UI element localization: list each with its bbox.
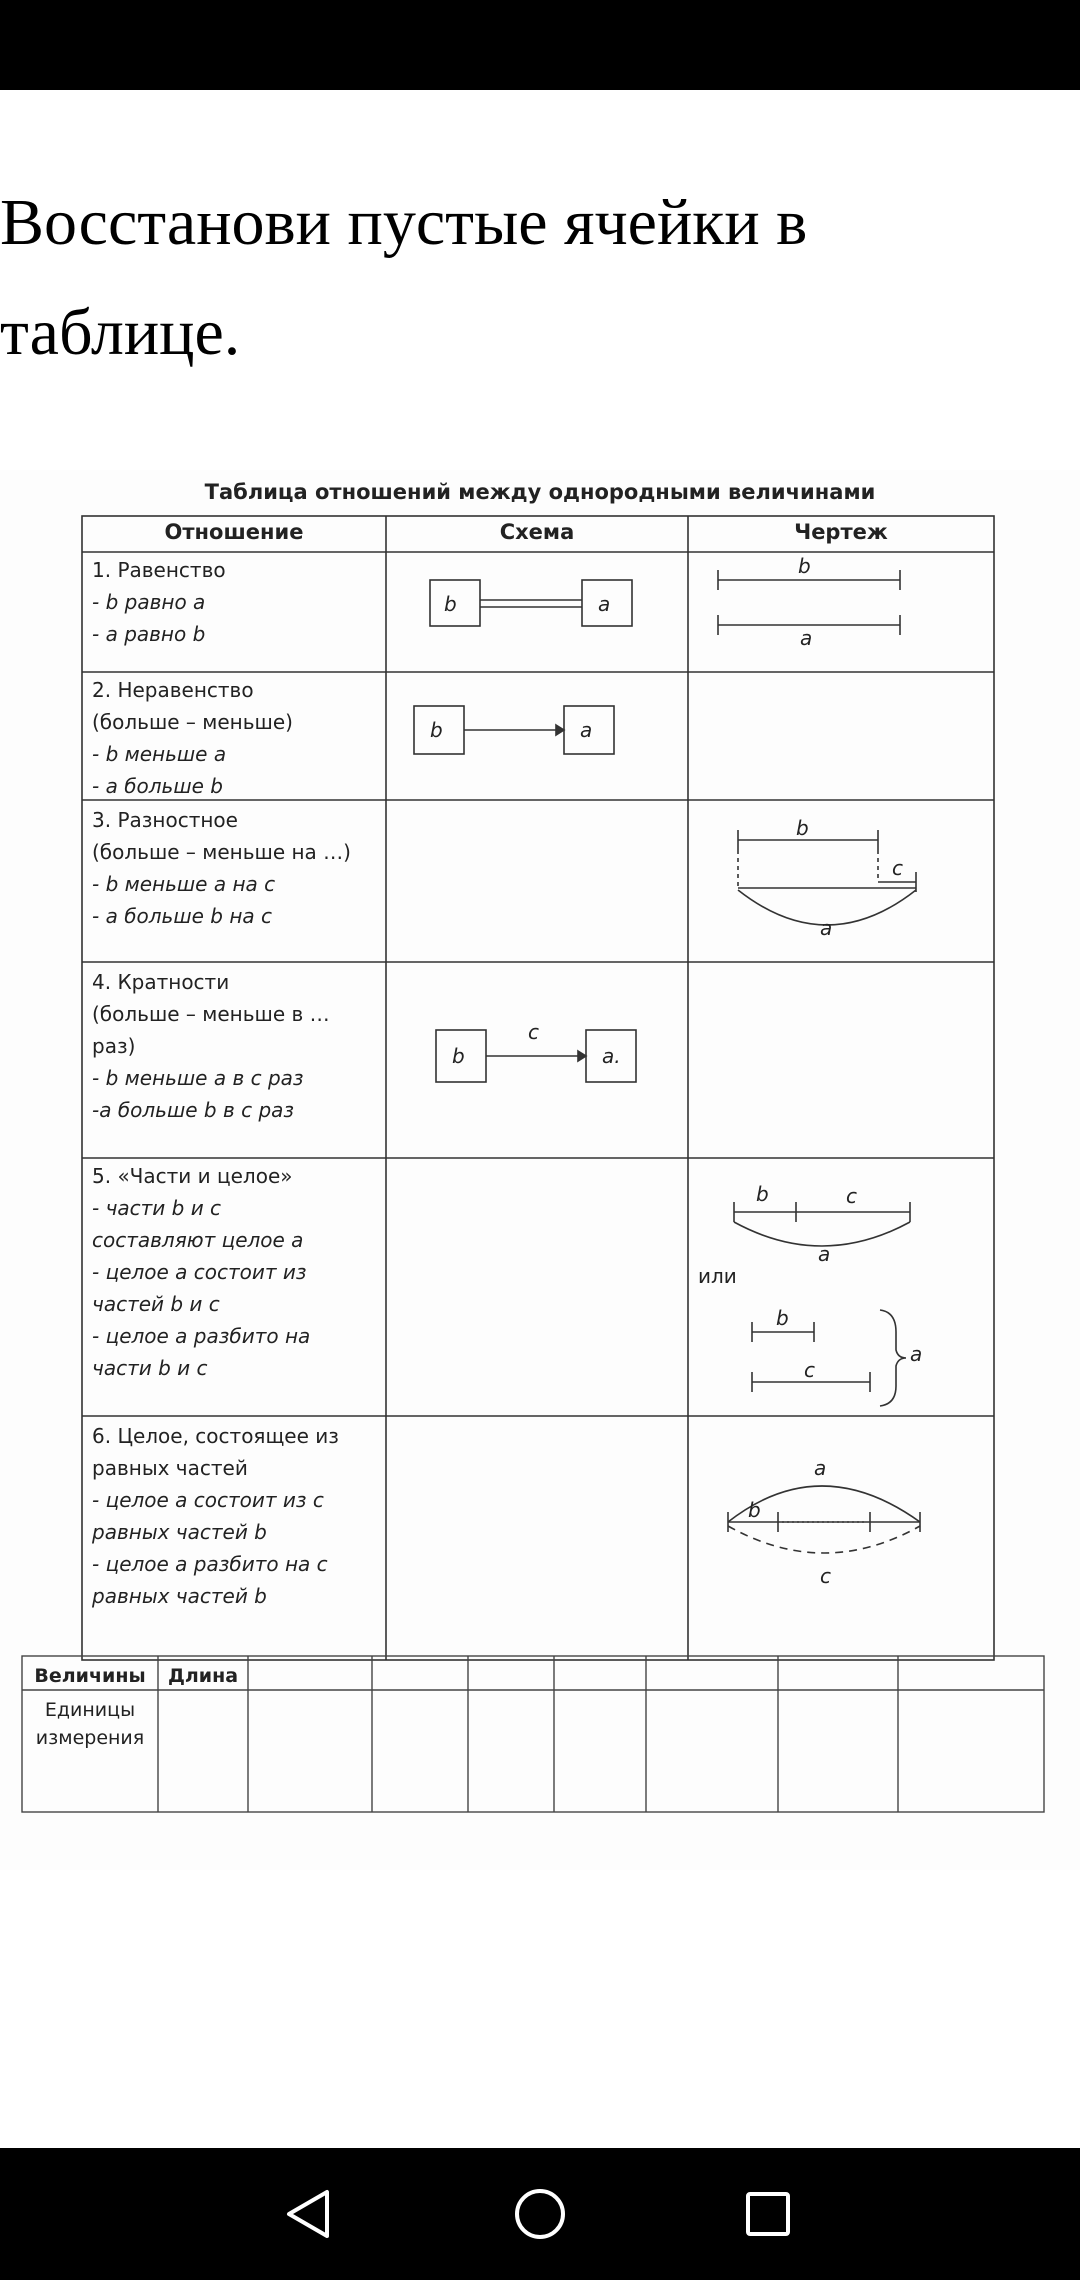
- back-icon: [283, 2187, 333, 2241]
- scheme-2-right-label: a: [580, 718, 593, 742]
- row-2-line-4: - a больше b: [92, 774, 223, 798]
- row-3-text: [92, 804, 382, 932]
- drawing-1-label-a: a: [800, 626, 813, 650]
- drawing-6-label-b: b: [748, 1498, 761, 1522]
- row-5-line-1: 5. «Части и целое»: [92, 1164, 293, 1188]
- row-2-line-2: (больше – меньше): [92, 710, 293, 734]
- row-3-line-2: (больше – меньше на …): [92, 840, 351, 864]
- units-header-quantities: Величины: [34, 1665, 146, 1687]
- drawing-6-label-a: a: [814, 1456, 827, 1480]
- drawing-5-label-b: b: [756, 1182, 769, 1206]
- row-2-text: [92, 674, 382, 802]
- home-button[interactable]: [500, 2178, 580, 2250]
- row-3-line-1: 3. Разностное: [92, 808, 238, 832]
- row-6-text: [92, 1420, 382, 1612]
- drawing-5-label-b2: b: [776, 1306, 789, 1330]
- row-4-line-4: - b меньше a в c раз: [92, 1066, 304, 1090]
- row-6-line-5: - целое a разбито на c: [92, 1552, 328, 1576]
- row-4-line-2: (больше – меньше в …: [92, 1002, 330, 1026]
- drawing-3-label-b: b: [796, 816, 809, 840]
- drawing-5-label-a: a: [818, 1242, 831, 1266]
- scheme-2-left-label: b: [430, 718, 443, 742]
- header-drawing: Чертеж: [794, 520, 888, 544]
- scheme-4-left-label: b: [452, 1044, 465, 1068]
- drawing-5-label-or: или: [698, 1264, 737, 1288]
- header-scheme: Схема: [499, 520, 575, 544]
- row-6-line-2: равных частей: [92, 1456, 248, 1480]
- drawing-3-label-c: c: [892, 856, 903, 880]
- row-6-line-3: - целое a состоит из c: [92, 1488, 324, 1512]
- units-header-length: Длина: [167, 1665, 239, 1687]
- row-6-line-1: 6. Целое, состоящее из: [92, 1424, 339, 1448]
- table-title: Таблица отношений между однородными величинами: [204, 480, 876, 504]
- row-1-line-3: - a равно b: [92, 622, 206, 646]
- status-bar: [0, 0, 1080, 90]
- row-4-line-1: 4. Кратности: [92, 970, 230, 994]
- row-5-line-2: - части b и c: [92, 1196, 222, 1220]
- recents-button[interactable]: [728, 2178, 808, 2250]
- row-4-line-3: раз): [92, 1034, 136, 1058]
- row-2-line-1: 2. Неравенство: [92, 678, 254, 702]
- row-3-line-4: - a больше b на c: [92, 904, 273, 928]
- navigation-bar: [0, 2148, 1080, 2280]
- drawing-3-label-a: a: [820, 916, 833, 940]
- row-5-line-3: составляют целое a: [92, 1228, 304, 1252]
- drawing-difference: [738, 830, 916, 925]
- drawing-6-label-c: c: [820, 1564, 831, 1588]
- header-relation: Отношение: [164, 520, 304, 544]
- question-text: Восстанови пустые ячейки в таблице.: [0, 186, 808, 369]
- row-2-line-3: - b меньше a: [92, 742, 227, 766]
- row-5-text: [92, 1160, 382, 1384]
- drawing-parts-whole: [734, 1202, 910, 1406]
- drawing-5-label-a2: a: [910, 1342, 923, 1366]
- scheme-1-left-label: b: [444, 592, 457, 616]
- home-icon: [512, 2186, 568, 2242]
- row-4-line-5: -a больше b в c раз: [92, 1098, 295, 1122]
- row-5-line-5: частей b и c: [92, 1292, 220, 1316]
- row-5-line-6: - целое a разбито на: [92, 1324, 311, 1348]
- row-5-line-7: части b и c: [92, 1356, 208, 1380]
- row-1-line-2: - b равно a: [92, 590, 206, 614]
- row-4-text: [92, 966, 382, 1126]
- drawing-1-label-b: b: [798, 554, 811, 578]
- back-button[interactable]: [268, 2178, 348, 2250]
- drawing-5-label-c2: c: [804, 1358, 815, 1382]
- row-5-line-4: - целое a состоит из: [92, 1260, 307, 1284]
- row-3-line-3: - b меньше a на c: [92, 872, 276, 896]
- row-6-line-4: равных частей b: [92, 1520, 267, 1544]
- row-6-line-6: равных частей b: [92, 1584, 267, 1608]
- recents-icon: [743, 2189, 793, 2239]
- scheme-4-over-label: c: [528, 1020, 539, 1044]
- drawing-5-label-c: c: [846, 1184, 857, 1208]
- scheme-1-right-label: a: [598, 592, 611, 616]
- row-1-text: [92, 554, 382, 650]
- scheme-4-right-label: a.: [602, 1044, 621, 1068]
- units-row-label: Единицы измерения: [35, 1699, 145, 1749]
- row-1-line-1: 1. Равенство: [92, 558, 226, 582]
